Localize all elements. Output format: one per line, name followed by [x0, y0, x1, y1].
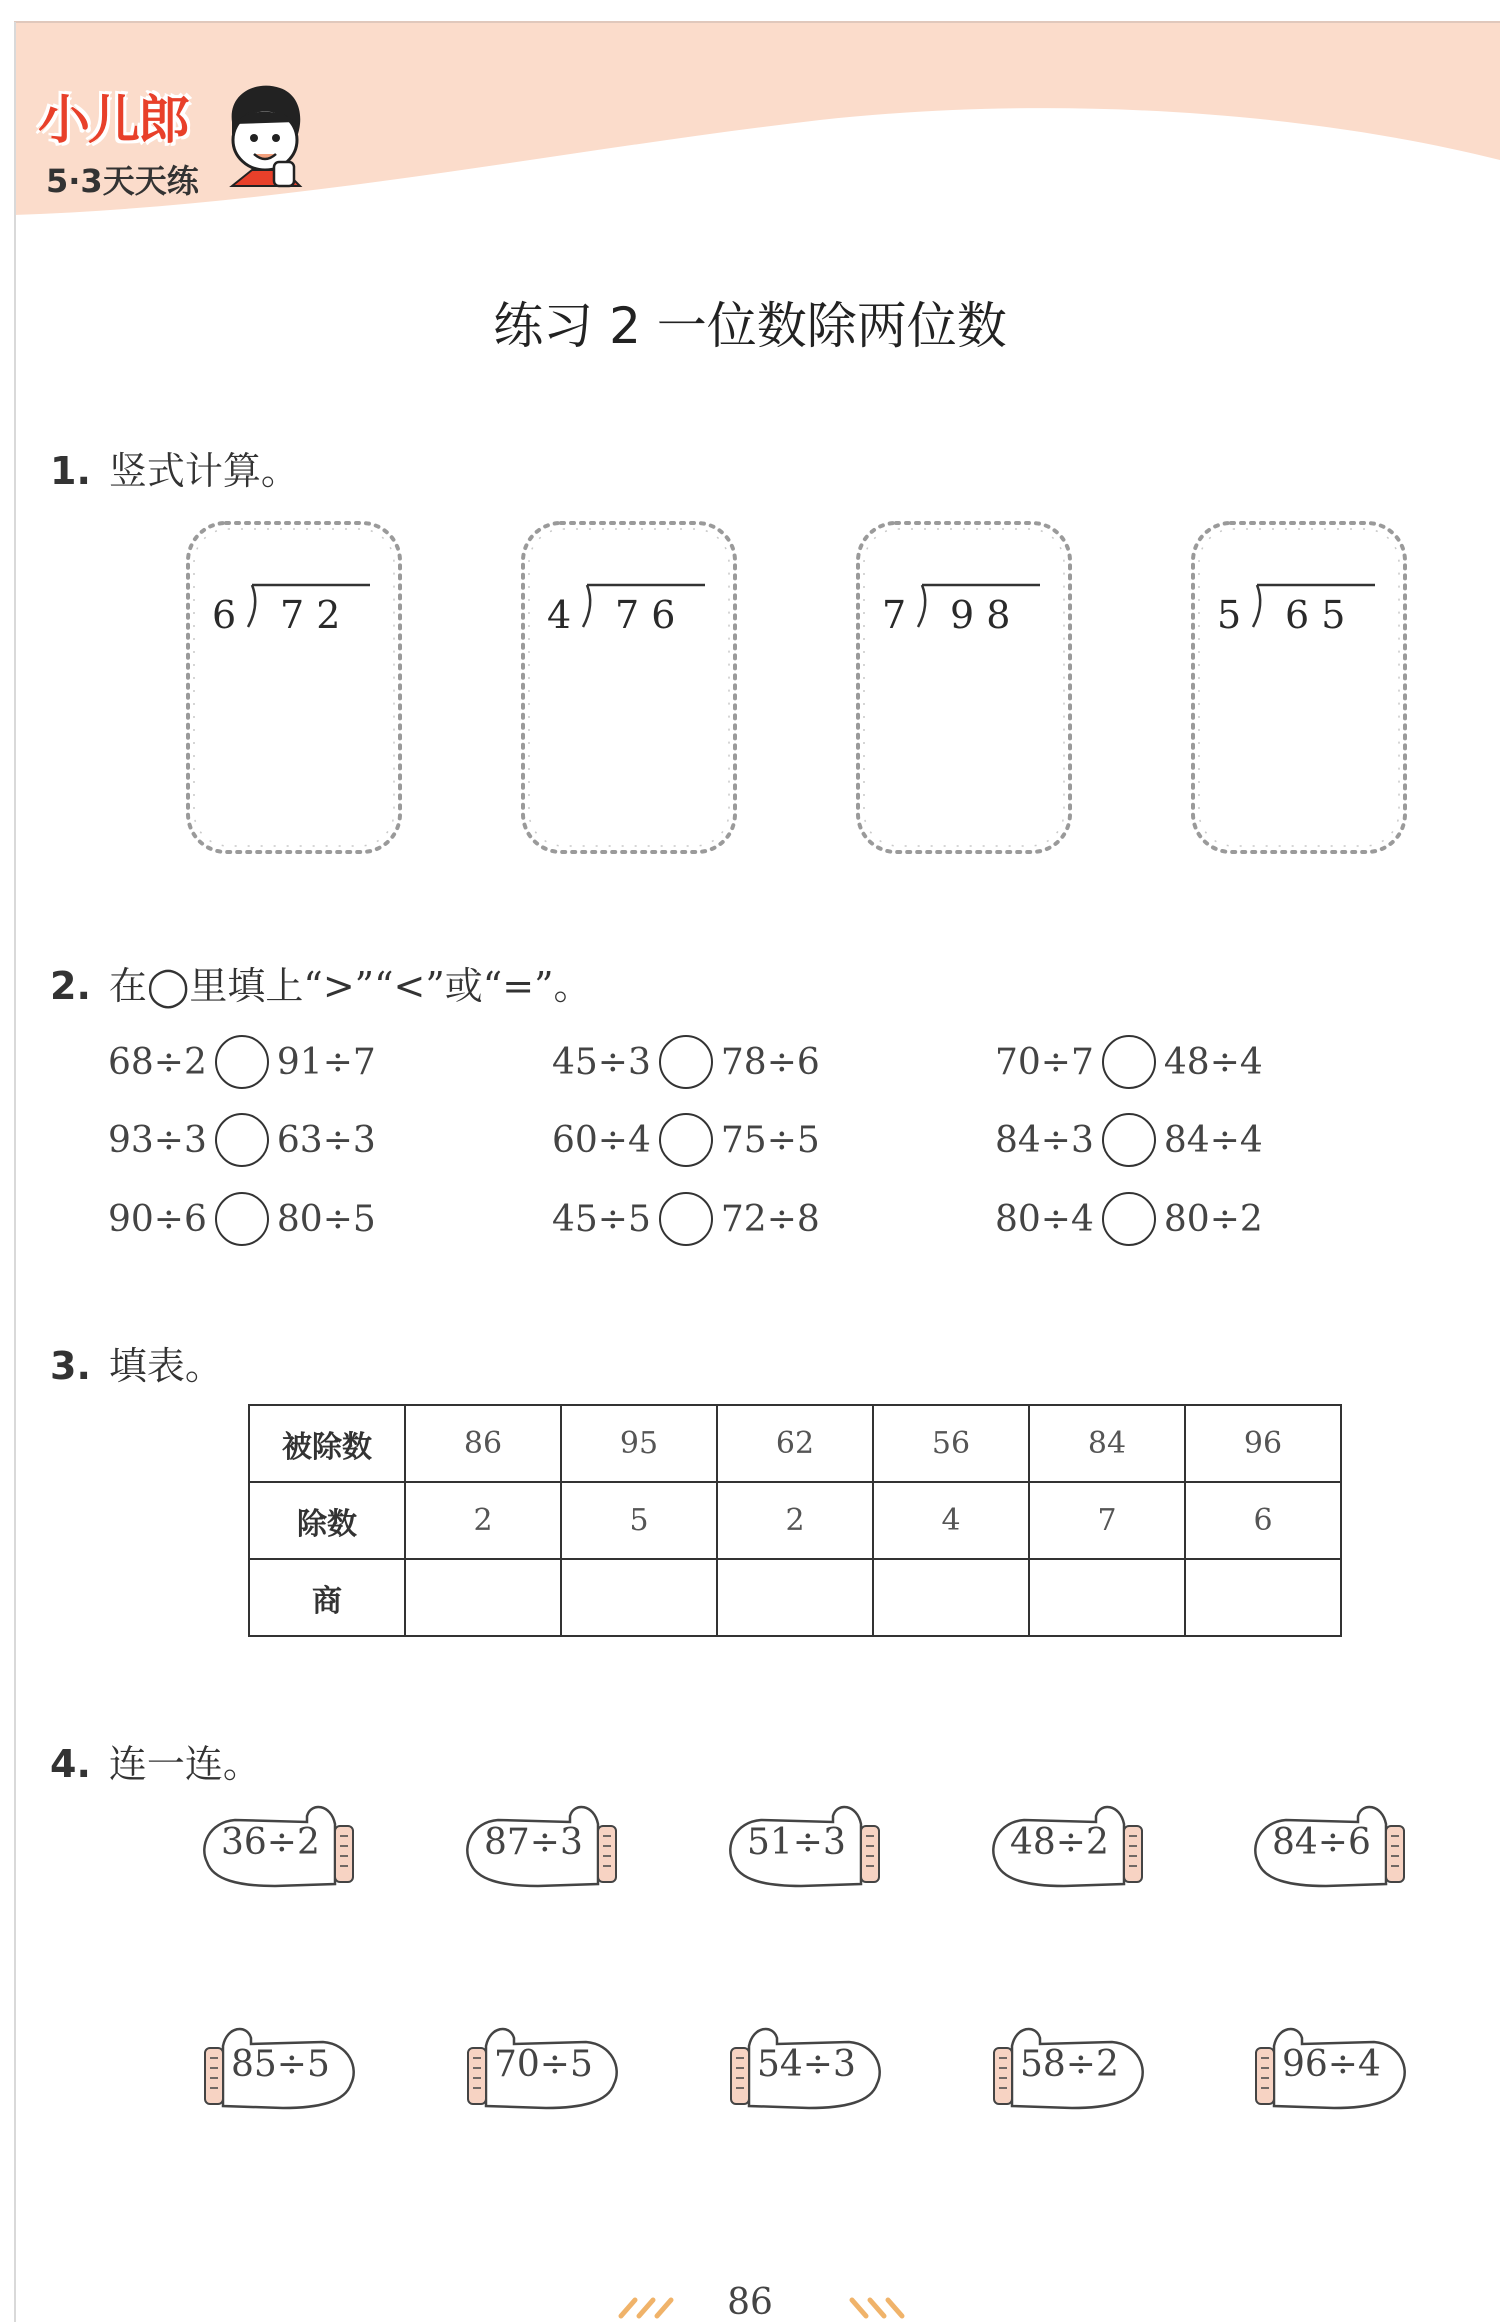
table-cell: 7	[1029, 1482, 1185, 1559]
answer-circle[interactable]	[1102, 1192, 1156, 1246]
page-number: 86	[727, 2282, 773, 2323]
table-cell: 5	[561, 1482, 717, 1559]
mitten-card[interactable]	[1246, 2022, 1414, 2114]
answer-circle[interactable]	[1102, 1035, 1156, 1089]
long-division-box	[180, 515, 408, 860]
dividend: 7 6	[615, 593, 676, 637]
mitten-card[interactable]	[458, 2022, 626, 2114]
expression-label: 36÷2	[221, 1822, 320, 1863]
q3-number: 3.	[50, 1344, 91, 1388]
row-header: 被除数	[249, 1405, 405, 1482]
mitten-card[interactable]	[984, 1800, 1152, 1892]
comparison-item	[552, 1035, 820, 1089]
comparison-item	[995, 1035, 1263, 1089]
left-expression: 93÷3	[108, 1119, 207, 1161]
comparison-item	[995, 1113, 1263, 1167]
expression-label: 70÷5	[494, 2044, 593, 2085]
expression-label: 54÷3	[757, 2044, 856, 2085]
logo	[38, 68, 308, 208]
right-expression: 72÷8	[720, 1198, 820, 1240]
left-expression: 90÷6	[108, 1198, 207, 1240]
q2-number: 2.	[50, 964, 91, 1008]
left-expression: 45÷5	[552, 1198, 651, 1240]
mitten-card[interactable]	[195, 1800, 363, 1892]
answer-cell[interactable]	[873, 1559, 1029, 1636]
q4-heading	[50, 1733, 261, 1788]
long-division-box	[850, 515, 1078, 860]
right-expression: 78÷6	[720, 1041, 820, 1083]
table-cell: 84	[1029, 1405, 1185, 1482]
answer-circle[interactable]	[1102, 1113, 1156, 1167]
answer-circle[interactable]	[659, 1113, 713, 1167]
long-division-box	[1185, 515, 1413, 860]
dotted-frame	[1185, 515, 1413, 860]
mitten-card[interactable]	[721, 2022, 889, 2114]
left-expression: 80÷4	[995, 1198, 1094, 1240]
table-cell: 6	[1185, 1482, 1341, 1559]
boy-mascot-icon	[218, 78, 308, 198]
q2-text: 在◯里填上“>”“<”或“=”。	[108, 964, 592, 1008]
divisor: 6	[212, 593, 237, 637]
comparison-item	[108, 1192, 376, 1246]
left-expression: 84÷3	[995, 1119, 1094, 1161]
expression-label: 51÷3	[747, 1822, 846, 1863]
dotted-frame	[515, 515, 743, 860]
answer-cell[interactable]	[1029, 1559, 1185, 1636]
q3-heading	[50, 1335, 223, 1390]
mitten-card[interactable]	[984, 2022, 1152, 2114]
row-header: 除数	[249, 1482, 405, 1559]
comparison-item	[552, 1192, 820, 1246]
table-cell: 4	[873, 1482, 1029, 1559]
expression-label: 48÷2	[1010, 1822, 1109, 1863]
left-expression: 45÷3	[552, 1041, 651, 1083]
table-cell: 96	[1185, 1405, 1341, 1482]
table-cell: 62	[717, 1405, 873, 1482]
table-cell: 2	[717, 1482, 873, 1559]
left-expression: 68÷2	[108, 1041, 207, 1083]
answer-circle[interactable]	[215, 1192, 269, 1246]
left-expression: 70÷7	[995, 1041, 1094, 1083]
table-cell: 95	[561, 1405, 717, 1482]
comparison-item	[552, 1113, 820, 1167]
dotted-frame	[180, 515, 408, 860]
table-row	[249, 1559, 1341, 1636]
fill-in-table	[248, 1404, 1342, 1637]
dividend: 6 5	[1285, 593, 1346, 637]
comparison-item	[108, 1035, 376, 1089]
answer-cell[interactable]	[717, 1559, 873, 1636]
q2-heading	[50, 955, 592, 1010]
answer-circle[interactable]	[659, 1192, 713, 1246]
mitten-card[interactable]	[458, 1800, 626, 1892]
divisor: 4	[547, 593, 572, 637]
answer-cell[interactable]	[561, 1559, 717, 1636]
mitten-card[interactable]	[721, 1800, 889, 1892]
answer-circle[interactable]	[659, 1035, 713, 1089]
q1-heading	[50, 440, 299, 495]
dividend: 7 2	[280, 593, 341, 637]
q3-text: 填表。	[108, 1344, 223, 1388]
dotted-frame	[850, 515, 1078, 860]
mitten-card[interactable]	[1246, 1800, 1414, 1892]
right-expression: 80÷5	[276, 1198, 376, 1240]
q1-number: 1.	[50, 449, 91, 493]
logo-title: 小儿郎	[38, 91, 189, 151]
table-row	[249, 1405, 1341, 1482]
right-expression: 91÷7	[276, 1041, 376, 1083]
table-cell: 56	[873, 1405, 1029, 1482]
comparison-item	[108, 1113, 376, 1167]
long-division-box	[515, 515, 743, 860]
q1-text: 竖式计算。	[108, 449, 299, 493]
answer-circle[interactable]	[215, 1113, 269, 1167]
page-title: 练习 2 一位数除两位数	[493, 297, 1007, 355]
divisor: 7	[882, 593, 907, 637]
row-header: 商	[249, 1559, 405, 1636]
expression-label: 84÷6	[1272, 1822, 1371, 1863]
expression-label: 87÷3	[484, 1822, 583, 1863]
mitten-card[interactable]	[195, 2022, 363, 2114]
page-border	[14, 22, 1500, 2322]
table-cell: 2	[405, 1482, 561, 1559]
answer-circle[interactable]	[215, 1035, 269, 1089]
table-row	[249, 1482, 1341, 1559]
expression-label: 96÷4	[1282, 2044, 1381, 2085]
answer-cell[interactable]	[405, 1559, 561, 1636]
answer-cell[interactable]	[1185, 1559, 1341, 1636]
right-expression: 75÷5	[720, 1119, 820, 1161]
right-expression: 80÷2	[1163, 1198, 1263, 1240]
table-cell: 86	[405, 1405, 561, 1482]
right-expression: 48÷4	[1163, 1041, 1263, 1083]
right-expression: 84÷4	[1163, 1119, 1263, 1161]
dividend: 9 8	[950, 593, 1011, 637]
divisor: 5	[1217, 593, 1242, 637]
expression-label: 85÷5	[231, 2044, 330, 2085]
left-expression: 60÷4	[552, 1119, 651, 1161]
right-expression: 63÷3	[276, 1119, 376, 1161]
q4-text: 连一连。	[108, 1742, 261, 1786]
expression-label: 58÷2	[1020, 2044, 1119, 2085]
q4-number: 4.	[50, 1742, 91, 1786]
comparison-item	[995, 1192, 1263, 1246]
logo-subtitle: 5·3天天练	[46, 162, 199, 200]
